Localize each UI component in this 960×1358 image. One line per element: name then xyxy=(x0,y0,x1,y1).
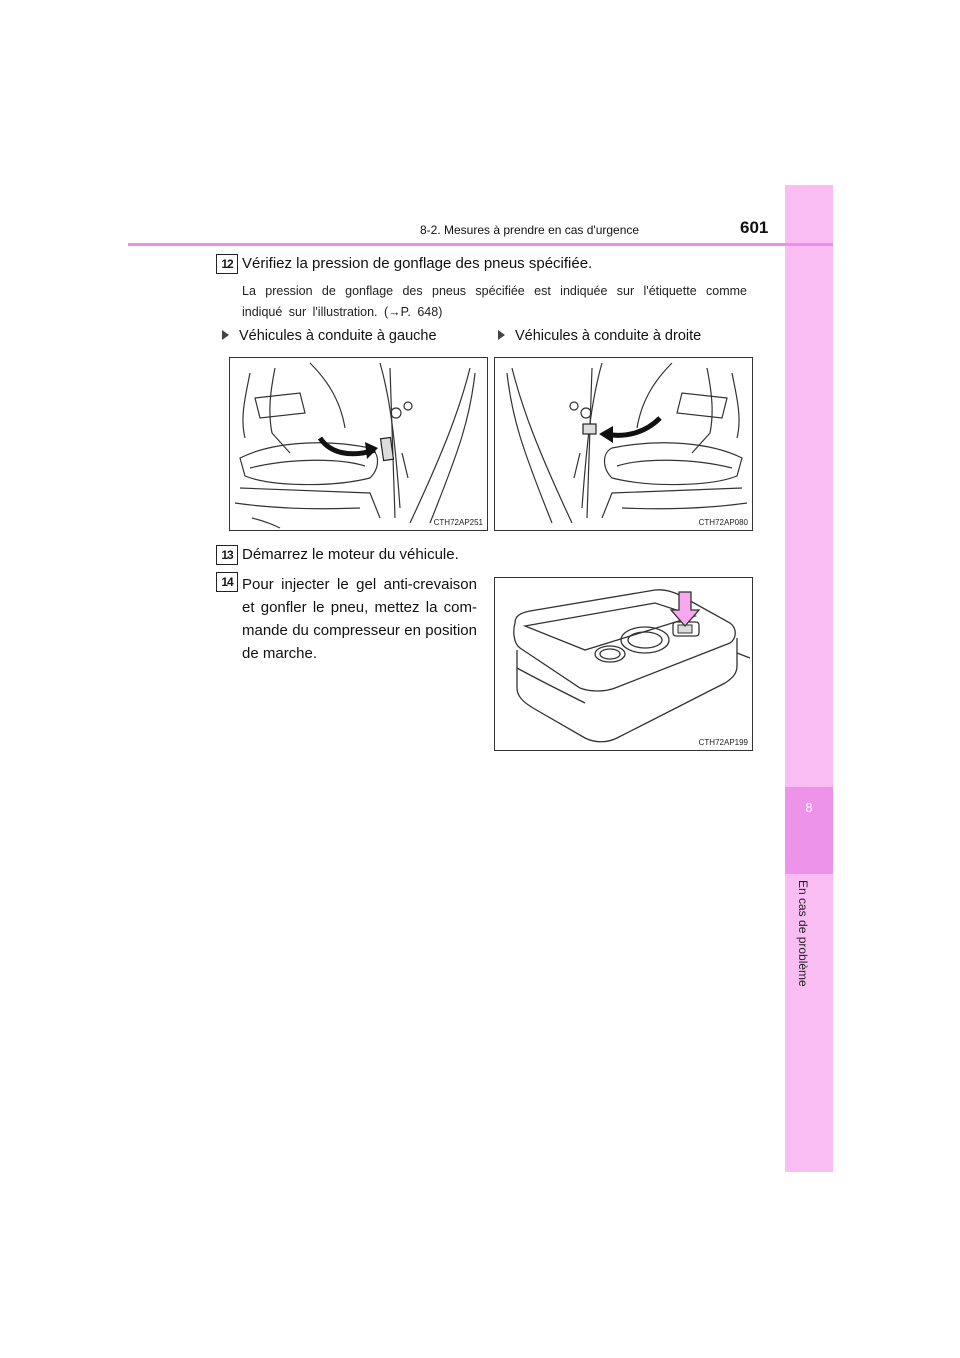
rhd-door-pillar-illustration xyxy=(494,357,753,531)
seat-sketch-right xyxy=(495,358,752,530)
step-14-badge: 14 xyxy=(216,572,238,592)
step-12-text: Vérifiez la pression de gonflage des pneus spécifiée. xyxy=(242,255,593,272)
compressor-sketch xyxy=(495,578,752,750)
lhd-label xyxy=(222,328,437,344)
chapter-number: 8 xyxy=(805,800,813,815)
page-number: 601 xyxy=(740,218,769,237)
step-14-text: Pour injecter le gel anti-crevaison et gonfler le pneu, mettez la com-mande du compresseur en position de marche. xyxy=(242,576,477,662)
bullet-triangle-icon xyxy=(498,330,505,340)
bullet-triangle-icon xyxy=(222,330,229,340)
chapter-label: En cas de problème xyxy=(796,880,810,987)
step-12-badge: 12 xyxy=(216,254,238,274)
rhd-label xyxy=(498,328,701,344)
figure-code: CTH72AP251 xyxy=(433,518,483,527)
lhd-label-text: Véhicules à conduite à gauche xyxy=(239,328,437,344)
step-13-badge: 13 xyxy=(216,545,238,565)
step-13-text: Démarrez le moteur du véhicule. xyxy=(242,546,459,563)
chapter-side-tab xyxy=(785,185,833,1172)
compressor-switch-illustration xyxy=(494,577,753,751)
step-12-note: La pression de gonflage des pneus spécifiée est indiquée sur l'étiquette comme indiqué sur l'illustration. (→P. 648) xyxy=(242,284,747,319)
rhd-label-text: Véhicules à conduite à droite xyxy=(515,328,702,344)
lhd-door-pillar-illustration xyxy=(229,357,488,531)
header-rule xyxy=(128,243,833,246)
section-title: 8-2. Mesures à prendre en cas d'urgence xyxy=(420,223,640,237)
seat-sketch-left xyxy=(230,358,487,530)
figure-code: CTH72AP080 xyxy=(698,518,748,527)
figure-code: CTH72AP199 xyxy=(698,738,748,747)
